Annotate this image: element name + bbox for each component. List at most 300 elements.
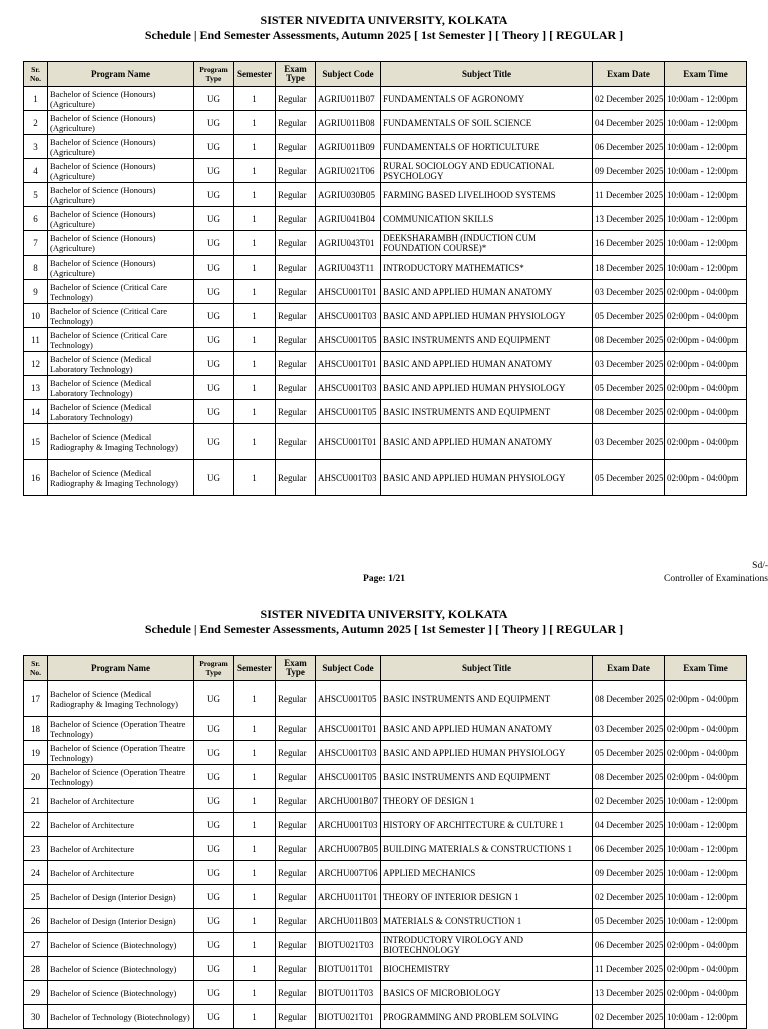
cell-program-type: UG xyxy=(194,981,234,1005)
cell-exam-time: 10:00am - 12:00pm xyxy=(665,1005,747,1029)
cell-program-name: Bachelor of Science (Critical Care Technology) xyxy=(48,328,194,352)
cell-exam-date: 11 December 2025 xyxy=(593,957,665,981)
table-row xyxy=(24,376,747,400)
cell-sr-no: 13 xyxy=(24,376,48,400)
col-header-semester: Semester xyxy=(234,62,276,87)
cell-program-name: Bachelor of Architecture xyxy=(48,861,194,885)
cell-semester: 1 xyxy=(234,885,276,909)
cell-program-name: Bachelor of Science (Operation Theatre Technology) xyxy=(48,717,194,741)
cell-program-name: Bachelor of Science (Honours) (Agriculture) xyxy=(48,159,194,183)
cell-subject-title: BASIC AND APPLIED HUMAN PHYSIOLOGY xyxy=(381,460,593,496)
cell-exam-type: Regular xyxy=(276,933,316,957)
cell-subject-title: BASIC INSTRUMENTS AND EQUIPMENT xyxy=(381,400,593,424)
cell-subject-code: BIOTU021T03 xyxy=(316,933,381,957)
cell-program-name: Bachelor of Science (Medical Radiography & Imaging Technology) xyxy=(48,681,194,717)
cell-program-name: Bachelor of Architecture xyxy=(48,789,194,813)
cell-semester: 1 xyxy=(234,231,276,256)
cell-exam-time: 02:00pm - 04:00pm xyxy=(665,681,747,717)
cell-sr-no: 25 xyxy=(24,885,48,909)
cell-exam-type: Regular xyxy=(276,765,316,789)
cell-subject-title: COMMUNICATION SKILLS xyxy=(381,207,593,231)
cell-program-name: Bachelor of Architecture xyxy=(48,813,194,837)
cell-semester: 1 xyxy=(234,909,276,933)
university-title: SISTER NIVEDITA UNIVERSITY, KOLKATA xyxy=(260,13,508,27)
cell-exam-time: 10:00am - 12:00pm xyxy=(665,231,747,256)
cell-program-name: Bachelor of Science (Honours) (Agriculture) xyxy=(48,111,194,135)
cell-program-type: UG xyxy=(194,717,234,741)
cell-program-name: Bachelor of Science (Critical Care Technology) xyxy=(48,304,194,328)
cell-semester: 1 xyxy=(234,741,276,765)
cell-subject-title: BASIC AND APPLIED HUMAN ANATOMY xyxy=(381,352,593,376)
cell-subject-title: BASIC AND APPLIED HUMAN PHYSIOLOGY xyxy=(381,376,593,400)
cell-exam-type: Regular xyxy=(276,231,316,256)
cell-subject-code: AHSCU001T01 xyxy=(316,424,381,460)
cell-program-type: UG xyxy=(194,460,234,496)
col-header-program-type: Program Type xyxy=(194,656,234,681)
cell-exam-type: Regular xyxy=(276,207,316,231)
cell-exam-type: Regular xyxy=(276,981,316,1005)
cell-program-type: UG xyxy=(194,352,234,376)
cell-subject-code: AHSCU001T01 xyxy=(316,280,381,304)
table-row xyxy=(24,717,747,741)
cell-exam-time: 02:00pm - 04:00pm xyxy=(665,957,747,981)
col-header-subject-title: Subject Title xyxy=(381,62,593,87)
schedule-page-2 xyxy=(0,594,768,1024)
cell-exam-time: 02:00pm - 04:00pm xyxy=(665,376,747,400)
cell-exam-type: Regular xyxy=(276,87,316,111)
cell-subject-code: AHSCU001T05 xyxy=(316,328,381,352)
col-header-subject-title: Subject Title xyxy=(381,656,593,681)
cell-program-name: Bachelor of Science (Honours) (Agriculture) xyxy=(48,87,194,111)
cell-program-type: UG xyxy=(194,256,234,280)
cell-subject-code: ARCHU011B03 xyxy=(316,909,381,933)
cell-sr-no: 1 xyxy=(24,87,48,111)
cell-program-type: UG xyxy=(194,280,234,304)
cell-subject-title: INTRODUCTORY MATHEMATICS* xyxy=(381,256,593,280)
cell-subject-title: APPLIED MECHANICS xyxy=(381,861,593,885)
cell-program-name: Bachelor of Science (Biotechnology) xyxy=(48,933,194,957)
col-header-subject-code: Subject Code xyxy=(316,62,381,87)
cell-exam-type: Regular xyxy=(276,280,316,304)
table-row xyxy=(24,981,747,1005)
cell-program-name: Bachelor of Technology (Biotechnology) xyxy=(48,1005,194,1029)
cell-exam-date: 08 December 2025 xyxy=(593,681,665,717)
cell-exam-type: Regular xyxy=(276,256,316,280)
cell-program-type: UG xyxy=(194,885,234,909)
table-row xyxy=(24,400,747,424)
cell-subject-title: BASICS OF MICROBIOLOGY xyxy=(381,981,593,1005)
cell-subject-code: BIOTU021T01 xyxy=(316,1005,381,1029)
col-header-exam-type: Exam Type xyxy=(276,62,316,87)
cell-exam-time: 02:00pm - 04:00pm xyxy=(665,717,747,741)
cell-program-name: Bachelor of Science (Medical Laboratory Technology) xyxy=(48,400,194,424)
cell-program-name: Bachelor of Design (Interior Design) xyxy=(48,885,194,909)
cell-semester: 1 xyxy=(234,861,276,885)
cell-program-name: Bachelor of Science (Honours) (Agriculture) xyxy=(48,207,194,231)
table-row xyxy=(24,1005,747,1029)
cell-program-type: UG xyxy=(194,837,234,861)
cell-exam-time: 10:00am - 12:00pm xyxy=(665,111,747,135)
cell-program-name: Bachelor of Science (Operation Theatre Technology) xyxy=(48,741,194,765)
cell-semester: 1 xyxy=(234,717,276,741)
cell-exam-type: Regular xyxy=(276,741,316,765)
cell-semester: 1 xyxy=(234,352,276,376)
cell-program-type: UG xyxy=(194,376,234,400)
cell-subject-title: FUNDAMENTALS OF SOIL SCIENCE xyxy=(381,111,593,135)
cell-exam-time: 02:00pm - 04:00pm xyxy=(665,981,747,1005)
cell-exam-type: Regular xyxy=(276,789,316,813)
cell-program-type: UG xyxy=(194,87,234,111)
cell-program-name: Bachelor of Science (Honours) (Agriculture) xyxy=(48,231,194,256)
table-row xyxy=(24,352,747,376)
cell-exam-time: 10:00am - 12:00pm xyxy=(665,789,747,813)
table-row xyxy=(24,837,747,861)
table-row xyxy=(24,460,747,496)
col-header-exam-time: Exam Time xyxy=(665,656,747,681)
cell-semester: 1 xyxy=(234,87,276,111)
cell-sr-no: 29 xyxy=(24,981,48,1005)
cell-exam-date: 13 December 2025 xyxy=(593,207,665,231)
cell-subject-code: AHSCU001T03 xyxy=(316,304,381,328)
col-header-sr: Sr. No. xyxy=(24,656,48,681)
cell-exam-time: 10:00am - 12:00pm xyxy=(665,861,747,885)
cell-sr-no: 24 xyxy=(24,861,48,885)
cell-program-type: UG xyxy=(194,159,234,183)
col-header-semester: Semester xyxy=(234,656,276,681)
cell-program-type: UG xyxy=(194,861,234,885)
cell-program-name: Bachelor of Science (Medical Laboratory Technology) xyxy=(48,376,194,400)
cell-program-type: UG xyxy=(194,183,234,207)
cell-sr-no: 5 xyxy=(24,183,48,207)
cell-subject-code: AGRIU021T06 xyxy=(316,159,381,183)
cell-sr-no: 4 xyxy=(24,159,48,183)
cell-program-name: Bachelor of Science (Biotechnology) xyxy=(48,981,194,1005)
cell-subject-title: BASIC AND APPLIED HUMAN ANATOMY xyxy=(381,424,593,460)
cell-program-type: UG xyxy=(194,400,234,424)
cell-sr-no: 8 xyxy=(24,256,48,280)
cell-exam-time: 10:00am - 12:00pm xyxy=(665,885,747,909)
cell-exam-time: 10:00am - 12:00pm xyxy=(665,837,747,861)
cell-semester: 1 xyxy=(234,765,276,789)
cell-program-type: UG xyxy=(194,765,234,789)
cell-subject-title: PROGRAMMING AND PROBLEM SOLVING xyxy=(381,1005,593,1029)
cell-semester: 1 xyxy=(234,681,276,717)
col-header-subject-code: Subject Code xyxy=(316,656,381,681)
cell-program-name: Bachelor of Science (Biotechnology) xyxy=(48,957,194,981)
col-header-exam-date: Exam Date xyxy=(593,62,665,87)
cell-subject-code: AHSCU001T01 xyxy=(316,717,381,741)
cell-program-name: Bachelor of Science (Honours) (Agriculture) xyxy=(48,256,194,280)
cell-exam-date: 03 December 2025 xyxy=(593,424,665,460)
cell-semester: 1 xyxy=(234,135,276,159)
cell-exam-time: 10:00am - 12:00pm xyxy=(665,813,747,837)
cell-exam-date: 05 December 2025 xyxy=(593,376,665,400)
cell-sr-no: 14 xyxy=(24,400,48,424)
cell-subject-code: AGRIU011B09 xyxy=(316,135,381,159)
table-row xyxy=(24,135,747,159)
table-row xyxy=(24,280,747,304)
cell-semester: 1 xyxy=(234,207,276,231)
cell-exam-type: Regular xyxy=(276,837,316,861)
cell-subject-code: AHSCU001T03 xyxy=(316,741,381,765)
table-row xyxy=(24,885,747,909)
table-row xyxy=(24,957,747,981)
cell-subject-code: BIOTU011T01 xyxy=(316,957,381,981)
cell-exam-date: 05 December 2025 xyxy=(593,460,665,496)
cell-program-type: UG xyxy=(194,909,234,933)
cell-sr-no: 16 xyxy=(24,460,48,496)
cell-semester: 1 xyxy=(234,328,276,352)
cell-subject-title: DEEKSHARAMBH (INDUCTION CUM FOUNDATION COURSE)* xyxy=(381,231,593,256)
schedule-subtitle: Schedule | End Semester Assessments, Autumn 2025 [ 1st Semester ] [ Theory ] [ REGULAR ] xyxy=(144,28,624,42)
cell-exam-time: 10:00am - 12:00pm xyxy=(665,909,747,933)
cell-sr-no: 21 xyxy=(24,789,48,813)
cell-exam-time: 02:00pm - 04:00pm xyxy=(665,424,747,460)
cell-exam-type: Regular xyxy=(276,183,316,207)
cell-semester: 1 xyxy=(234,376,276,400)
cell-semester: 1 xyxy=(234,183,276,207)
cell-semester: 1 xyxy=(234,789,276,813)
table-row xyxy=(24,111,747,135)
cell-sr-no: 17 xyxy=(24,681,48,717)
cell-sr-no: 9 xyxy=(24,280,48,304)
cell-sr-no: 11 xyxy=(24,328,48,352)
cell-exam-date: 13 December 2025 xyxy=(593,981,665,1005)
cell-subject-code: ARCHU011T01 xyxy=(316,885,381,909)
cell-program-type: UG xyxy=(194,111,234,135)
cell-semester: 1 xyxy=(234,304,276,328)
cell-program-name: Bachelor of Science (Operation Theatre Technology) xyxy=(48,765,194,789)
table-row xyxy=(24,159,747,183)
cell-subject-title: BASIC AND APPLIED HUMAN ANATOMY xyxy=(381,717,593,741)
cell-semester: 1 xyxy=(234,111,276,135)
cell-exam-time: 10:00am - 12:00pm xyxy=(665,256,747,280)
cell-program-name: Bachelor of Science (Honours) (Agriculture) xyxy=(48,135,194,159)
cell-exam-type: Regular xyxy=(276,885,316,909)
cell-exam-type: Regular xyxy=(276,304,316,328)
table-row xyxy=(24,328,747,352)
col-header-exam-type: Exam Type xyxy=(276,656,316,681)
cell-subject-title: FUNDAMENTALS OF HORTICULTURE xyxy=(381,135,593,159)
cell-exam-date: 08 December 2025 xyxy=(593,328,665,352)
cell-exam-type: Regular xyxy=(276,400,316,424)
cell-subject-code: AHSCU001T01 xyxy=(316,352,381,376)
cell-exam-time: 02:00pm - 04:00pm xyxy=(665,352,747,376)
cell-sr-no: 2 xyxy=(24,111,48,135)
cell-exam-type: Regular xyxy=(276,681,316,717)
cell-semester: 1 xyxy=(234,1005,276,1029)
cell-subject-title: BASIC INSTRUMENTS AND EQUIPMENT xyxy=(381,328,593,352)
cell-semester: 1 xyxy=(234,981,276,1005)
cell-subject-code: AHSCU001T05 xyxy=(316,400,381,424)
col-header-exam-time: Exam Time xyxy=(665,62,747,87)
cell-exam-time: 10:00am - 12:00pm xyxy=(665,183,747,207)
cell-exam-date: 04 December 2025 xyxy=(593,111,665,135)
cell-subject-title: BASIC INSTRUMENTS AND EQUIPMENT xyxy=(381,765,593,789)
cell-program-name: Bachelor of Science (Medical Laboratory Technology) xyxy=(48,352,194,376)
cell-program-name: Bachelor of Science (Medical Radiography & Imaging Technology) xyxy=(48,460,194,496)
table-row xyxy=(24,424,747,460)
cell-exam-type: Regular xyxy=(276,717,316,741)
cell-exam-date: 09 December 2025 xyxy=(593,861,665,885)
cell-subject-title: THEORY OF INTERIOR DESIGN 1 xyxy=(381,885,593,909)
cell-program-type: UG xyxy=(194,741,234,765)
cell-exam-type: Regular xyxy=(276,861,316,885)
table-row xyxy=(24,861,747,885)
cell-program-type: UG xyxy=(194,813,234,837)
cell-semester: 1 xyxy=(234,933,276,957)
cell-subject-code: AHSCU001T03 xyxy=(316,376,381,400)
table-row xyxy=(24,909,747,933)
cell-subject-code: AHSCU001T05 xyxy=(316,765,381,789)
col-header-program: Program Name xyxy=(48,656,194,681)
cell-subject-code: AHSCU001T03 xyxy=(316,460,381,496)
cell-program-type: UG xyxy=(194,681,234,717)
cell-subject-code: ARCHU001T03 xyxy=(316,813,381,837)
cell-subject-code: AGRIU011B07 xyxy=(316,87,381,111)
cell-exam-date: 02 December 2025 xyxy=(593,885,665,909)
cell-subject-title: RURAL SOCIOLOGY AND EDUCATIONAL PSYCHOLOGY xyxy=(381,159,593,183)
cell-subject-title: BASIC AND APPLIED HUMAN PHYSIOLOGY xyxy=(381,741,593,765)
cell-exam-date: 18 December 2025 xyxy=(593,256,665,280)
cell-subject-code: BIOTU011T03 xyxy=(316,981,381,1005)
cell-semester: 1 xyxy=(234,957,276,981)
cell-subject-code: ARCHU007B05 xyxy=(316,837,381,861)
cell-exam-time: 10:00am - 12:00pm xyxy=(665,159,747,183)
cell-subject-title: BASIC AND APPLIED HUMAN ANATOMY xyxy=(381,280,593,304)
cell-subject-title: INTRODUCTORY VIROLOGY AND BIOTECHNOLOGY xyxy=(381,933,593,957)
cell-exam-type: Regular xyxy=(276,460,316,496)
col-header-program-type: Program Type xyxy=(194,62,234,87)
table-row xyxy=(24,813,747,837)
cell-subject-code: AGRIU043T01 xyxy=(316,231,381,256)
cell-program-name: Bachelor of Science (Critical Care Technology) xyxy=(48,280,194,304)
cell-exam-date: 16 December 2025 xyxy=(593,231,665,256)
cell-program-type: UG xyxy=(194,1005,234,1029)
cell-subject-title: FUNDAMENTALS OF AGRONOMY xyxy=(381,87,593,111)
cell-sr-no: 18 xyxy=(24,717,48,741)
cell-semester: 1 xyxy=(234,424,276,460)
cell-subject-code: AHSCU001T05 xyxy=(316,681,381,717)
table-row xyxy=(24,256,747,280)
cell-exam-type: Regular xyxy=(276,909,316,933)
cell-sr-no: 10 xyxy=(24,304,48,328)
cell-subject-title: BIOCHEMISTRY xyxy=(381,957,593,981)
cell-program-name: Bachelor of Science (Honours) (Agriculture) xyxy=(48,183,194,207)
cell-subject-title: MATERIALS & CONSTRUCTION 1 xyxy=(381,909,593,933)
cell-exam-date: 09 December 2025 xyxy=(593,159,665,183)
cell-subject-title: THEORY OF DESIGN 1 xyxy=(381,789,593,813)
cell-exam-type: Regular xyxy=(276,424,316,460)
cell-exam-time: 10:00am - 12:00pm xyxy=(665,87,747,111)
cell-exam-date: 08 December 2025 xyxy=(593,765,665,789)
cell-semester: 1 xyxy=(234,159,276,183)
signature-mark: Sd/- xyxy=(752,561,768,571)
table-row xyxy=(24,183,747,207)
schedule-subtitle: Schedule | End Semester Assessments, Autumn 2025 [ 1st Semester ] [ Theory ] [ REGULAR ] xyxy=(144,622,624,636)
table-row xyxy=(24,87,747,111)
cell-program-type: UG xyxy=(194,933,234,957)
cell-semester: 1 xyxy=(234,280,276,304)
cell-subject-title: BUILDING MATERIALS & CONSTRUCTIONS 1 xyxy=(381,837,593,861)
cell-subject-code: AGRIU041B04 xyxy=(316,207,381,231)
cell-sr-no: 22 xyxy=(24,813,48,837)
cell-exam-date: 02 December 2025 xyxy=(593,87,665,111)
cell-subject-title: BASIC INSTRUMENTS AND EQUIPMENT xyxy=(381,681,593,717)
cell-program-type: UG xyxy=(194,957,234,981)
col-header-exam-date: Exam Date xyxy=(593,656,665,681)
cell-sr-no: 19 xyxy=(24,741,48,765)
cell-exam-date: 05 December 2025 xyxy=(593,304,665,328)
col-header-program: Program Name xyxy=(48,62,194,87)
cell-sr-no: 28 xyxy=(24,957,48,981)
cell-exam-type: Regular xyxy=(276,328,316,352)
cell-subject-code: AGRIU043T11 xyxy=(316,256,381,280)
cell-sr-no: 30 xyxy=(24,1005,48,1029)
controller-signature: Controller of Examinations xyxy=(664,574,768,584)
cell-sr-no: 27 xyxy=(24,933,48,957)
cell-semester: 1 xyxy=(234,460,276,496)
cell-sr-no: 3 xyxy=(24,135,48,159)
cell-exam-type: Regular xyxy=(276,1005,316,1029)
cell-exam-date: 05 December 2025 xyxy=(593,741,665,765)
cell-subject-code: AGRIU011B08 xyxy=(316,111,381,135)
cell-program-name: Bachelor of Design (Interior Design) xyxy=(48,909,194,933)
cell-exam-date: 06 December 2025 xyxy=(593,837,665,861)
cell-subject-code: ARCHU007T06 xyxy=(316,861,381,885)
cell-sr-no: 20 xyxy=(24,765,48,789)
cell-program-type: UG xyxy=(194,789,234,813)
cell-exam-date: 08 December 2025 xyxy=(593,400,665,424)
cell-exam-date: 04 December 2025 xyxy=(593,813,665,837)
cell-exam-type: Regular xyxy=(276,376,316,400)
cell-subject-title: BASIC AND APPLIED HUMAN PHYSIOLOGY xyxy=(381,304,593,328)
cell-exam-date: 06 December 2025 xyxy=(593,933,665,957)
col-header-sr: Sr. No. xyxy=(24,62,48,87)
cell-semester: 1 xyxy=(234,256,276,280)
cell-exam-date: 03 December 2025 xyxy=(593,280,665,304)
table-row xyxy=(24,304,747,328)
cell-exam-type: Regular xyxy=(276,352,316,376)
cell-exam-time: 10:00am - 12:00pm xyxy=(665,207,747,231)
cell-semester: 1 xyxy=(234,813,276,837)
cell-exam-time: 10:00am - 12:00pm xyxy=(665,135,747,159)
cell-program-type: UG xyxy=(194,231,234,256)
cell-program-name: Bachelor of Architecture xyxy=(48,837,194,861)
cell-exam-time: 02:00pm - 04:00pm xyxy=(665,280,747,304)
cell-sr-no: 26 xyxy=(24,909,48,933)
schedule-table xyxy=(23,655,747,1029)
cell-sr-no: 7 xyxy=(24,231,48,256)
cell-subject-code: AGRIU030B05 xyxy=(316,183,381,207)
cell-sr-no: 23 xyxy=(24,837,48,861)
cell-exam-date: 02 December 2025 xyxy=(593,789,665,813)
table-row xyxy=(24,789,747,813)
cell-exam-type: Regular xyxy=(276,111,316,135)
cell-exam-time: 02:00pm - 04:00pm xyxy=(665,328,747,352)
cell-exam-type: Regular xyxy=(276,813,316,837)
cell-semester: 1 xyxy=(234,837,276,861)
table-header-row xyxy=(24,62,747,87)
cell-exam-date: 05 December 2025 xyxy=(593,909,665,933)
cell-exam-type: Regular xyxy=(276,135,316,159)
table-row xyxy=(24,231,747,256)
table-row xyxy=(24,207,747,231)
cell-sr-no: 12 xyxy=(24,352,48,376)
table-row xyxy=(24,681,747,717)
cell-exam-time: 02:00pm - 04:00pm xyxy=(665,933,747,957)
schedule-table xyxy=(23,61,747,496)
